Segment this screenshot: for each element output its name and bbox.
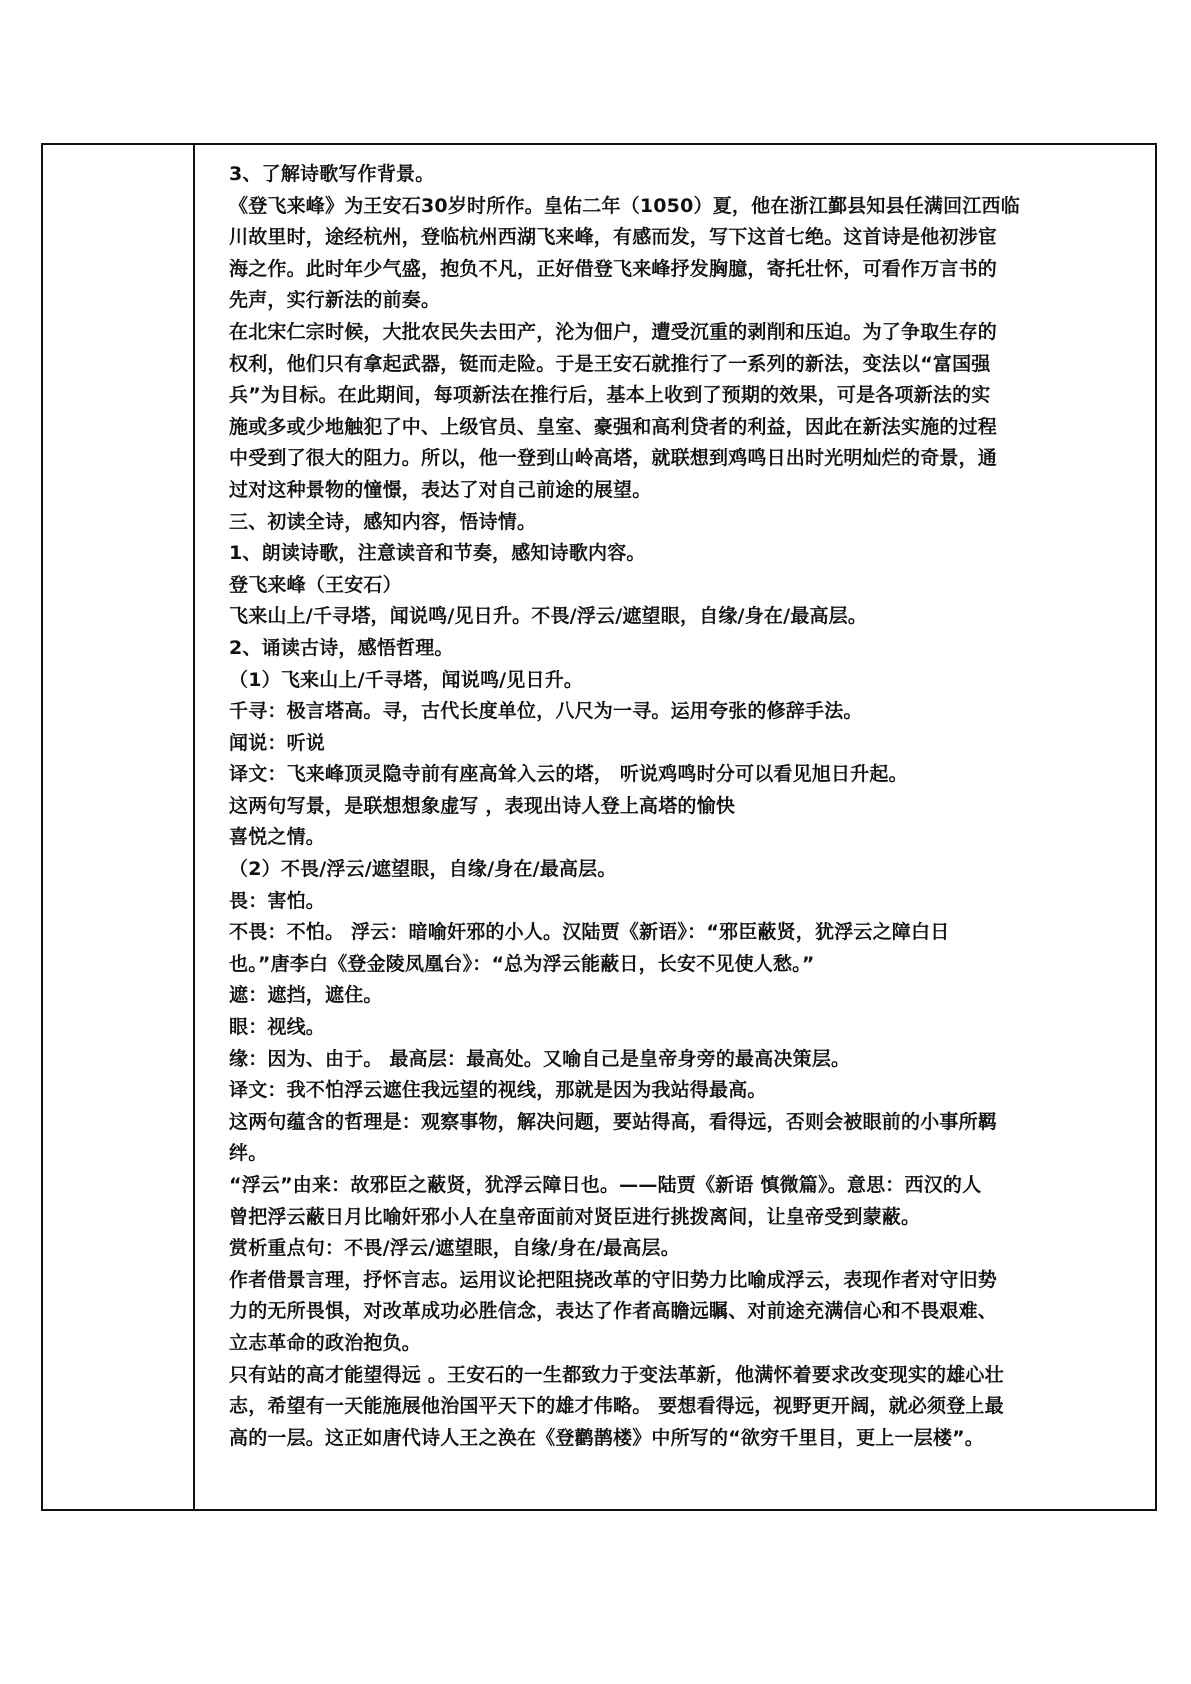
text-line: 兵”为目标。在此期间，每项新法在推行后，基本上收到了预期的效果，可是各项新法的实 [229, 384, 991, 407]
text-line: 遮：遮挡，遮住。 [229, 984, 383, 1007]
text-line: 这两句蕴含的哲理是：观察事物，解决问题，要站得高，看得远，否则会被眼前的小事所羁 [229, 1110, 998, 1133]
text-line: （1）飞来山上/千寻塔，闻说鸣/见日升。 [229, 668, 584, 691]
section-heading: 三、初读全诗，感知内容，悟诗情。 [229, 510, 537, 533]
text-line: 这两句写景，是联想想象虚写 ，表现出诗人登上高塔的愉快 [229, 794, 736, 817]
text-line: 赏析重点句：不畏/浮云/遮望眼，自缘/身在/最高层。 [229, 1237, 680, 1260]
text-line: 2、诵读古诗，感悟哲理。 [229, 636, 454, 659]
text-line: “浮云”由来：故邪臣之蔽贤，犹浮云障日也。——陆贾《新语 慎微篇》。意思：西汉的人 [229, 1174, 982, 1196]
text-line: 不畏：不怕。 浮云：暗喻奸邪的小人。汉陆贾《新语》：“邪臣蔽贤，犹浮云之障白日 [229, 921, 950, 944]
text-line: 畏：害怕。 [229, 889, 326, 912]
text-line: 志，希望有一天能施展他治国平天下的雄才伟略。 要想看得远，视野更开阔，就必须登上最 [229, 1395, 1004, 1418]
text-line: 缘：因为、由于。 最高层：最高处。又喻自己是皇帝身旁的最高决策层。 [229, 1047, 851, 1070]
text-line: 千寻：极言塔高。寻，古代长度单位，八尺为一寻。运用夸张的修辞手法。 [229, 700, 863, 723]
text-line: （2）不畏/浮云/遮望眼，自缘/身在/最高层。 [229, 858, 617, 881]
text-line: 只有站的高才能望得远 。王安石的一生都致力于变法革新，他满怀着要求改变现实的雄心壮 [229, 1363, 1004, 1386]
text-line: 高的一层。这正如唐代诗人王之涣在《登鹳鹊楼》中所写的“欲穷千里目，更上一层楼”。 [229, 1426, 984, 1449]
text-line: 闻说：听说 [229, 731, 326, 754]
text-line: 力的无所畏惧，对改革成功必胜信念，表达了作者高瞻远瞩、对前途充满信心和不畏艰难、 [229, 1300, 998, 1323]
text-line: 曾把浮云蔽日月比喻奸邪小人在皇帝面前对贤臣进行挑拨离间，让皇帝受到蒙蔽。 [229, 1205, 921, 1228]
text-line: 喜悦之情。 [229, 826, 326, 849]
text-line: 立志革命的政治抱负。 [229, 1331, 422, 1354]
text-line: 译文：飞来峰顶灵隐寺前有座高耸入云的塔， 听说鸡鸣时分可以看见旭日升起。 [229, 763, 908, 786]
text-line: 海之作。此时年少气盛，抱负不凡，正好借登飞来峰抒发胸臆，寄托壮怀，可看作万言书的 [229, 257, 998, 280]
poem-text: 飞来山上/千寻塔，闻说鸣/见日升。不畏/浮云/遮望眼，自缘/身在/最高层。 [229, 605, 868, 628]
left-column-cell [43, 145, 195, 1509]
text-line: 也。”唐李白《登金陵凤凰台》：“总为浮云能蔽日，长安不见使人愁。” [229, 952, 815, 975]
text-line: 中受到了很大的阻力。所以，他一登到山岭高塔，就联想到鸡鸣日出时光明灿烂的奇景，通 [229, 447, 998, 470]
text-line: 绊。 [229, 1142, 268, 1165]
content-cell [195, 145, 1155, 1509]
text-line: 权利，他们只有拿起武器，铤而走险。于是王安石就推行了一系列的新法，变法以“富国强 [229, 352, 991, 375]
text-line: 过对这种景物的憧憬，表达了对自己前途的展望。 [229, 478, 652, 501]
text-line: 在北宋仁宗时候，大批农民失去田产，沦为佃户，遭受沉重的剥削和压迫。为了争取生存的 [229, 320, 998, 343]
document-table [41, 143, 1157, 1511]
text-line: 3、了解诗歌写作背景。 [229, 163, 435, 185]
text-line: 《登飞来峰》为王安石30岁时所作。皇佑二年（1050）夏，他在浙江鄞县知县任满回江西临 [229, 194, 1020, 217]
text-line: 译文：我不怕浮云遮住我远望的视线，那就是因为我站得最高。 [229, 1079, 767, 1102]
text-line: 先声，实行新法的前奏。 [229, 289, 441, 312]
text-line: 川故里时，途经杭州，登临杭州西湖飞来峰，有感而发，写下这首七绝。这首诗是他初涉宦 [229, 226, 998, 249]
text-line: 施或多或少地触犯了中、上级官员、皇室、豪强和高利贷者的利益，因此在新法实施的过程 [229, 415, 998, 438]
text-line: 作者借景言理，抒怀言志。运用议论把阻挠改革的守旧势力比喻成浮云，表现作者对守旧势 [229, 1268, 998, 1291]
text-line: 眼：视线。 [229, 1016, 326, 1039]
poem-title: 登飞来峰（王安石） [229, 573, 402, 596]
text-line: 1、朗读诗歌，注意读音和节奏，感知诗歌内容。 [229, 542, 646, 565]
